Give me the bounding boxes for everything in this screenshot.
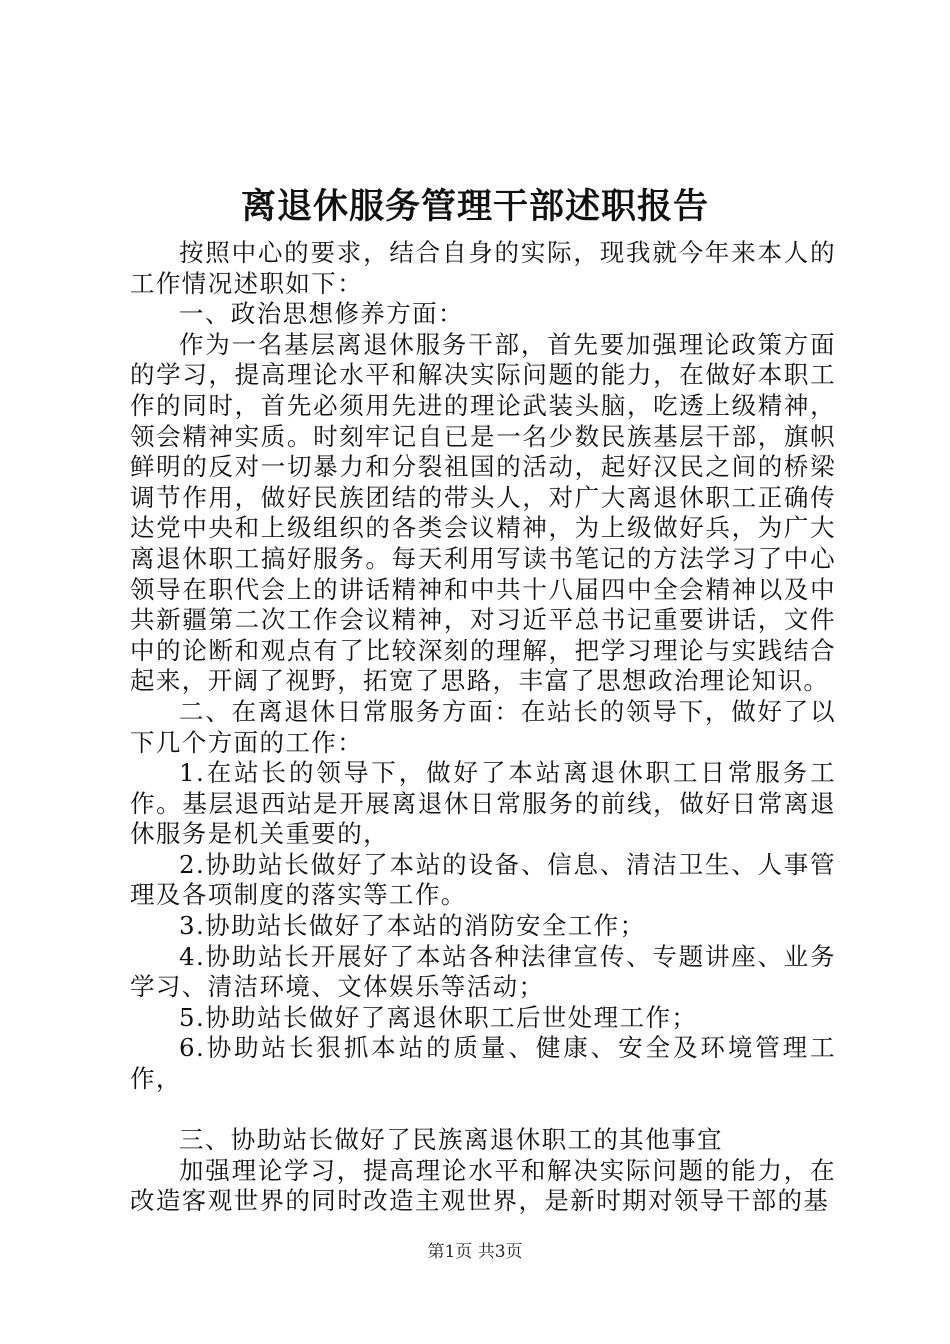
list-item-6: 6.协助站长狠抓本站的质量、健康、安全及环境管理工作， bbox=[130, 1033, 836, 1094]
document-body bbox=[130, 238, 836, 1217]
list-item-3: 3.协助站长做好了本站的消防安全工作； bbox=[179, 911, 646, 941]
list-item-5: 5.协助站长做好了离退休职工后世处理工作； bbox=[179, 1002, 698, 1032]
list-item-2: 2.协助站长做好了本站的设备、信息、清洁卫生、人事管理及各项制度的落实等工作。 bbox=[130, 849, 836, 910]
page-footer: 第1页 共3页 bbox=[427, 1242, 523, 1262]
document-title: 离退休服务管理干部述职报告 bbox=[240, 186, 709, 227]
list-item-1: 1.在站长的领导下，做好了本站离退休职工日常服务工作。基层退西站是开展离退休日常服务的前线，做好日常离退休服务是机关重要的， bbox=[130, 758, 836, 849]
paragraph-theory: 加强理论学习，提高理论水平和解决实际问题的能力，在改造客观世界的同时改造主观世界，是新时期对领导干部的基 bbox=[130, 1155, 836, 1216]
section-heading-2: 二、在离退休日常服务方面：在站长的领导下，做好了以下几个方面的工作： bbox=[130, 696, 836, 757]
paragraph-intro: 按照中心的要求，结合自身的实际，现我就今年来本人的工作情况述职如下： bbox=[130, 238, 836, 298]
section-heading-1: 一、政治思想修养方面： bbox=[179, 299, 464, 329]
section-heading-3: 三、协助站长做好了民族离退休职工的其他事宜 bbox=[179, 1125, 723, 1155]
list-item-4: 4.协助站长开展好了本站各种法律宣传、专题讲座、业务学习、清洁环境、文体娱乐等活动； bbox=[130, 941, 836, 1002]
paragraph-political: 作为一名基层离退休服务干部，首先要加强理论政策方面的学习，提高理论水平和解决实际问题的能力，在做好本职工作的同时，首先必须用先进的理论武装头脑，吃透上级精神，领会精神实质。时刻牢记自已是一名少数民族基层干部，旗帜鲜明的反对一切暴力和分裂祖国的活动，起好汉民之间的桥梁调节作用，做好民族团结的带头人，对广大离退休职工正确传达党中央和上级组织的各类会议精神，为上级做好兵，为广大离退休职工搞好服务。每天利用写读书笔记的方法学习了中心领导在职代会上的讲话精神和中共十八届四中全会精神以及中共新疆第二次工作会议精神，对习近平总书记重要讲话，文件中的论断和观点有了比较深刻的理解，把学习理论与实践结合起来，开阔了视野，拓宽了思路，丰富了思想政治理论知识。 bbox=[130, 329, 836, 696]
